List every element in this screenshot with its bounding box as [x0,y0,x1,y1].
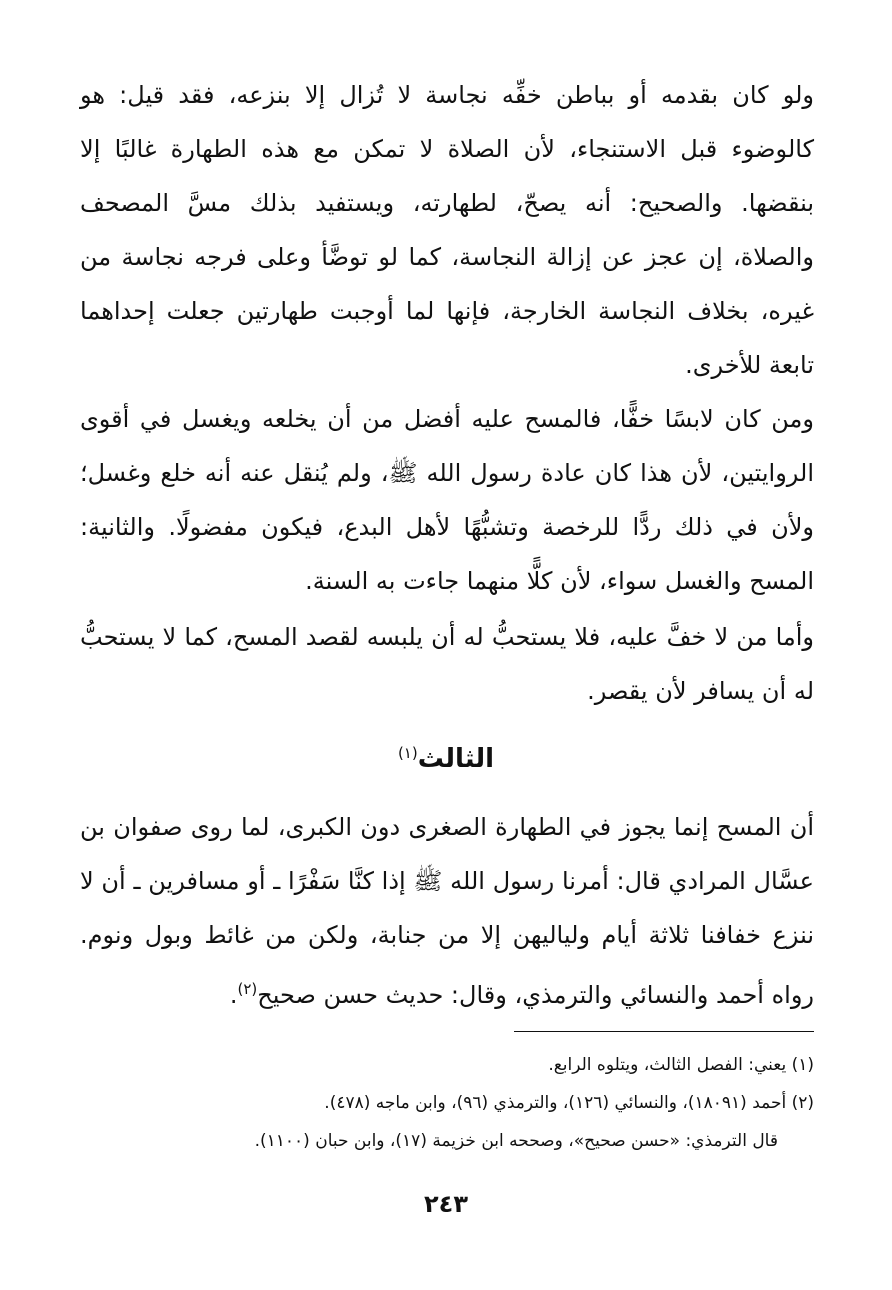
heading-footnote-ref: (١) [397,744,418,762]
paragraph-la-yustahab: وأما من لا خفَّ عليه، فلا يستحبُّ له أن يلبسه لقصد المسح، كما لا يستحبُّ له أن يسافر لأن يقصر. [80,623,814,705]
footnote-divider [514,1031,814,1032]
section-heading [0,730,892,782]
footnote-ref: (٢) [237,980,258,998]
page-number: ٢٤٣ [424,1190,468,1218]
footnote-2-continuation: قال الترمذي: «حسن صحيح»، وصححه ابن خزيمة (١٧)، وابن حبان (١١٠٠). [254,1131,778,1151]
paragraph-end: . [229,981,238,1009]
paragraph-mash-afdal: ومن كان لابسًا خفًّا، فالمسح عليه أفضل من أن يخلعه ويغسل في أقوى الروايتين، لأن هذا كان عادة رسول الله ﷺ، ولم يُنقل عنه أنه خلع وغسل؛ ولأن في ذلك ردًّا للرخصة وتشبُّهًا لأهل البدع، فيكون مفضولًا. والثانية: المسح والغسل سواء، لأن كلًّا منهما جاءت به السنة. [80,405,814,595]
heading-title: الثالث [417,744,495,774]
paragraph-tahara-sughra [80,800,814,1022]
footnote-1: (١) يعني: الفصل الثالث، ويتلوه الرابع. [548,1055,814,1075]
paragraph-text: أن المسح إنما يجوز في الطهارة الصغرى دون الكبرى، لما روى صفوان بن عسَّال المرادي قال: أمرنا رسول الله ﷺ إذا كنَّا سَفْرًا ـ أو مسافرين ـ أن لا ننزع خفافنا ثلاثة أيام ولياليهن إلا من جنابة، ولكن من غائط وبول ونوم. رواه أحمد والنسائي والترمذي، وقال: حديث حسن صحيح [80,813,814,1009]
paragraph-najasa-khuff: ولو كان بقدمه أو بباطن خفِّه نجاسة لا تُزال إلا بنزعه، فقد قيل: هو كالوضوء قبل الاستنجاء، لأن الصلاة لا تمكن مع هذه الطهارة غالبًا إلا بنقضها. والصحيح: أنه يصحّ، لطهارته، ويستفيد بذلك مسَّ المصحف والصلاة، إن عجز عن إزالة النجاسة، كما لو توضَّأ وعلى فرجه نجاسة من غيره، بخلاف النجاسة الخارجة، فإنها لما أوجبت طهارتين جعلت إحداهما تابعة للأخرى. [80,81,814,379]
footnotes [80,1046,814,1160]
footnote-2: (٢) أحمد (١٨٠٩١)، والنسائي (١٢٦)، والترمذي (٩٦)، وابن ماجه (٤٧٨). [324,1093,814,1113]
